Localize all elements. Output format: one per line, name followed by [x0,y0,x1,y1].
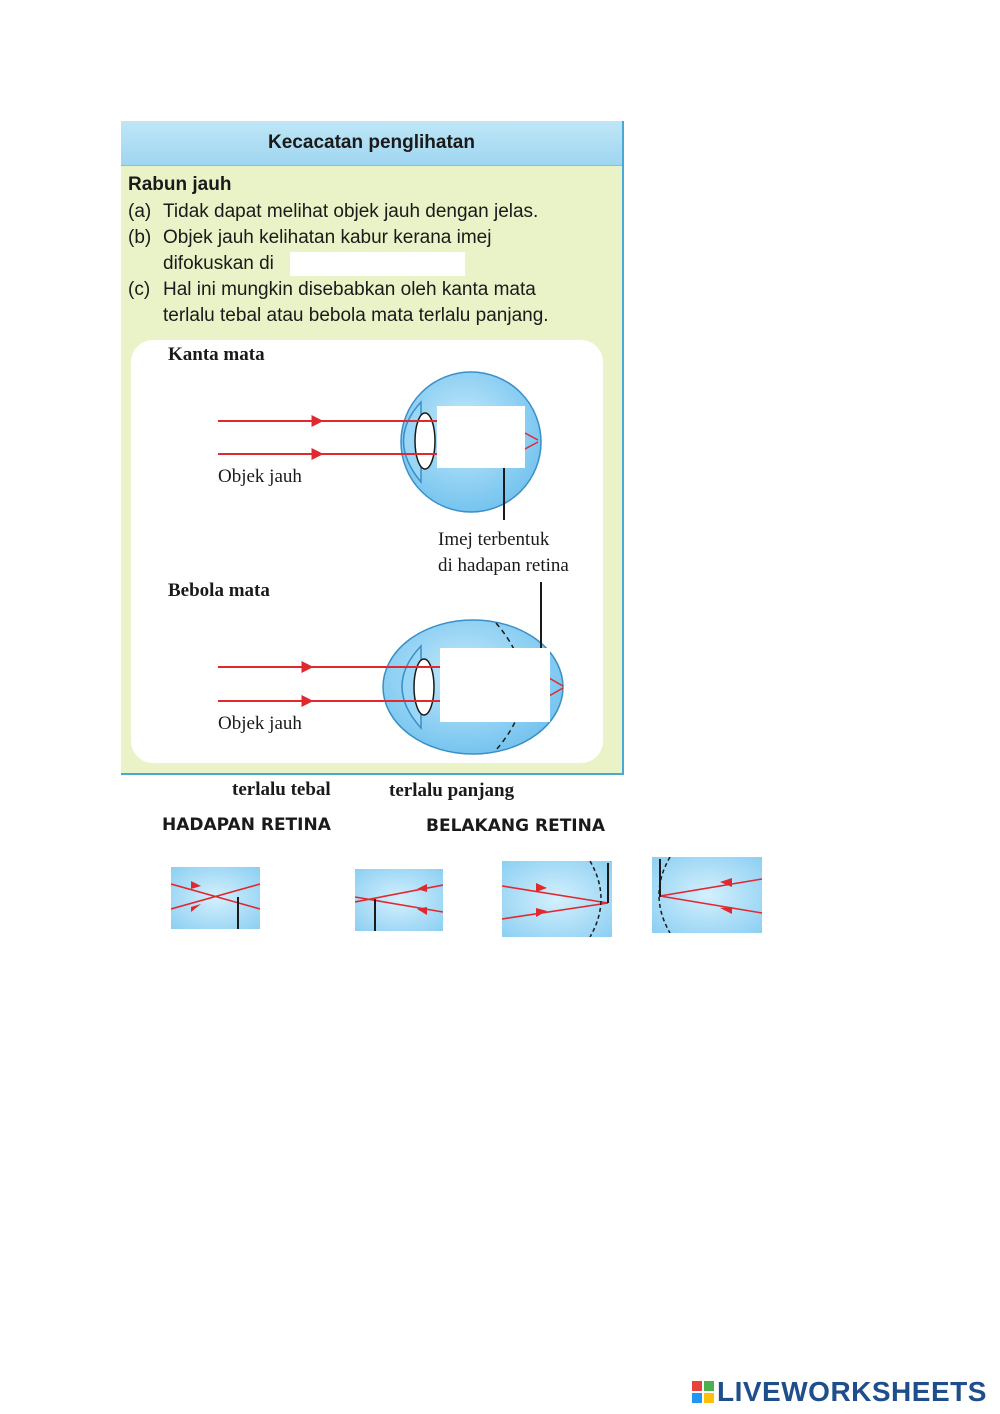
list-item-b-cont [163,253,274,275]
answer-blank[interactable] [290,252,465,276]
bottom-object-label: Objek jauh [218,713,302,734]
word-terlalu-panjang[interactable]: terlalu panjang [389,780,515,801]
tile-image-3[interactable] [502,861,612,937]
tile-image-2[interactable] [355,869,443,931]
eye-diagram-drawing [131,340,603,763]
item-text: Tidak dapat melihat objek jauh dengan jelas. [163,201,539,222]
eye-diagram [131,340,603,763]
word-terlalu-tebal[interactable]: terlalu tebal [232,779,331,800]
bottom-title: Bebola mata [168,580,270,601]
brand-name: LIVEWORKSHEETS [717,1376,987,1407]
top-object-label: Objek jauh [218,466,302,487]
item-text: Objek jauh kelihatan kabur kerana imej [163,227,492,248]
logo-mark-icon [692,1381,714,1403]
section-heading: Rabun jauh [128,174,232,195]
option-hadapan-retina[interactable]: HADAPAN RETINA [162,815,331,835]
item-text: terlalu tebal atau bebola mata terlalu panjang. [163,305,549,326]
tile-image-1[interactable] [171,867,260,929]
item-text: difokuskan di [163,253,274,274]
item-label: (b) [128,227,152,248]
item-text: Hal ini mungkin disebabkan oleh kanta mata [163,279,536,300]
callout-line2: di hadapan retina [438,555,569,576]
top-eye [218,372,541,512]
panel-title: Kecacatan penglihatan [121,121,622,166]
top-title: Kanta mata [168,344,265,365]
callout-line1: Imej terbentuk [438,529,550,550]
liveworksheets-logo [692,1376,987,1408]
item-label: (c) [128,279,151,300]
list-item-c-cont [163,305,549,327]
item-label: (a) [128,201,152,222]
tile-image-4[interactable] [652,857,762,933]
option-belakang-retina[interactable]: BELAKANG RETINA [426,816,605,836]
